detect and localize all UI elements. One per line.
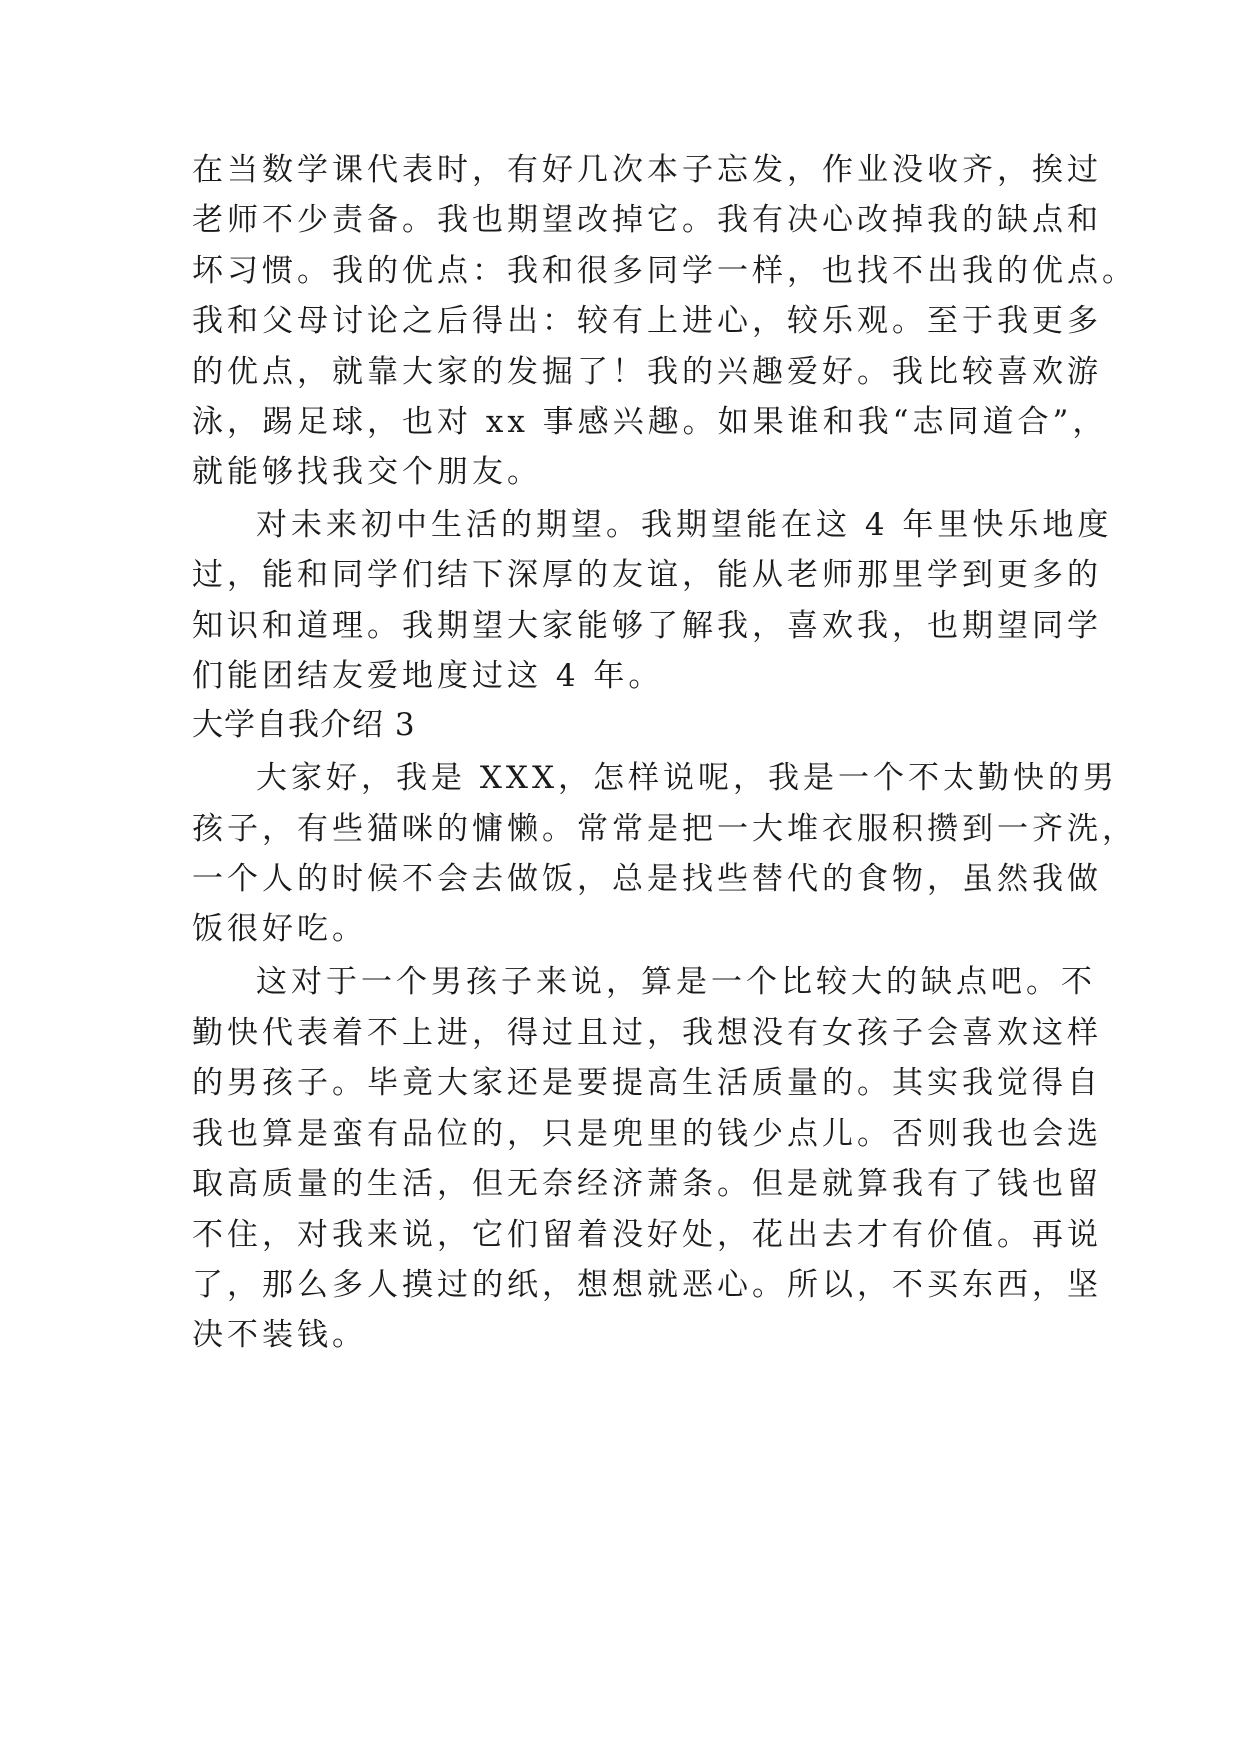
text-line: 在当数学课代表时，有好几次本子忘发，作业没收齐，挨过 [192,152,1102,188]
text-line: 我和父母讨论之后得出：较有上进心，较乐观。至于我更多 [192,303,1102,339]
text-line: 我也算是蛮有品位的，只是兜里的钱少点儿。否则我也会选 [192,1116,1102,1152]
paragraph-first-line: 对未来初中生活的期望。我期望能在这 4 年里快乐地度 [256,507,1113,543]
text-line: 们能团结友爱地度过这 4 年。 [192,658,664,694]
text-line: 就能够找我交个朋友。 [192,454,542,490]
text-line: 勤快代表着不上进，得过且过，我想没有女孩子会喜欢这样 [192,1015,1102,1051]
text-line: 老师不少责备。我也期望改掉它。我有决心改掉我的缺点和 [192,202,1102,238]
text-line: 饭很好吃。 [192,911,367,947]
text-line: 坏习惯。我的优点：我和很多同学一样，也找不出我的优点。 [192,253,1137,289]
text-line: 不住，对我来说，它们留着没好处，花出去才有价值。再说 [192,1217,1102,1253]
text-line: 一个人的时候不会去做饭，总是找些替代的食物，虽然我做 [192,861,1102,897]
text-line: 过，能和同学们结下深厚的友谊，能从老师那里学到更多的 [192,557,1102,593]
text-line: 的男孩子。毕竟大家还是要提高生活质量的。其实我觉得自 [192,1065,1102,1101]
text-line: 取高质量的生活，但无奈经济萧条。但是就算我有了钱也留 [192,1166,1102,1202]
text-line: 知识和道理。我期望大家能够了解我，喜欢我，也期望同学 [192,608,1102,644]
text-line: 孩子，有些猫咪的慵懒。常常是把一大堆衣服积攒到一齐洗， [192,811,1137,847]
text-line: 的优点，就靠大家的发掘了！我的兴趣爱好。我比较喜欢游 [192,354,1102,390]
paragraph-first-line: 大家好，我是 XXX，怎样说呢，我是一个不太勤快的男 [256,760,1119,796]
section-heading: 大学自我介绍 3 [192,707,416,743]
text-line: 决不装钱。 [192,1317,367,1353]
text-line: 泳，踢足球，也对 xx 事感兴趣。如果谁和我“志同道合”， [192,404,1108,440]
text-line: 了，那么多人摸过的纸，想想就恶心。所以，不买东西，坚 [192,1267,1102,1303]
paragraph-first-line: 这对于一个男孩子来说，算是一个比较大的缺点吧。不 [256,964,1096,1000]
